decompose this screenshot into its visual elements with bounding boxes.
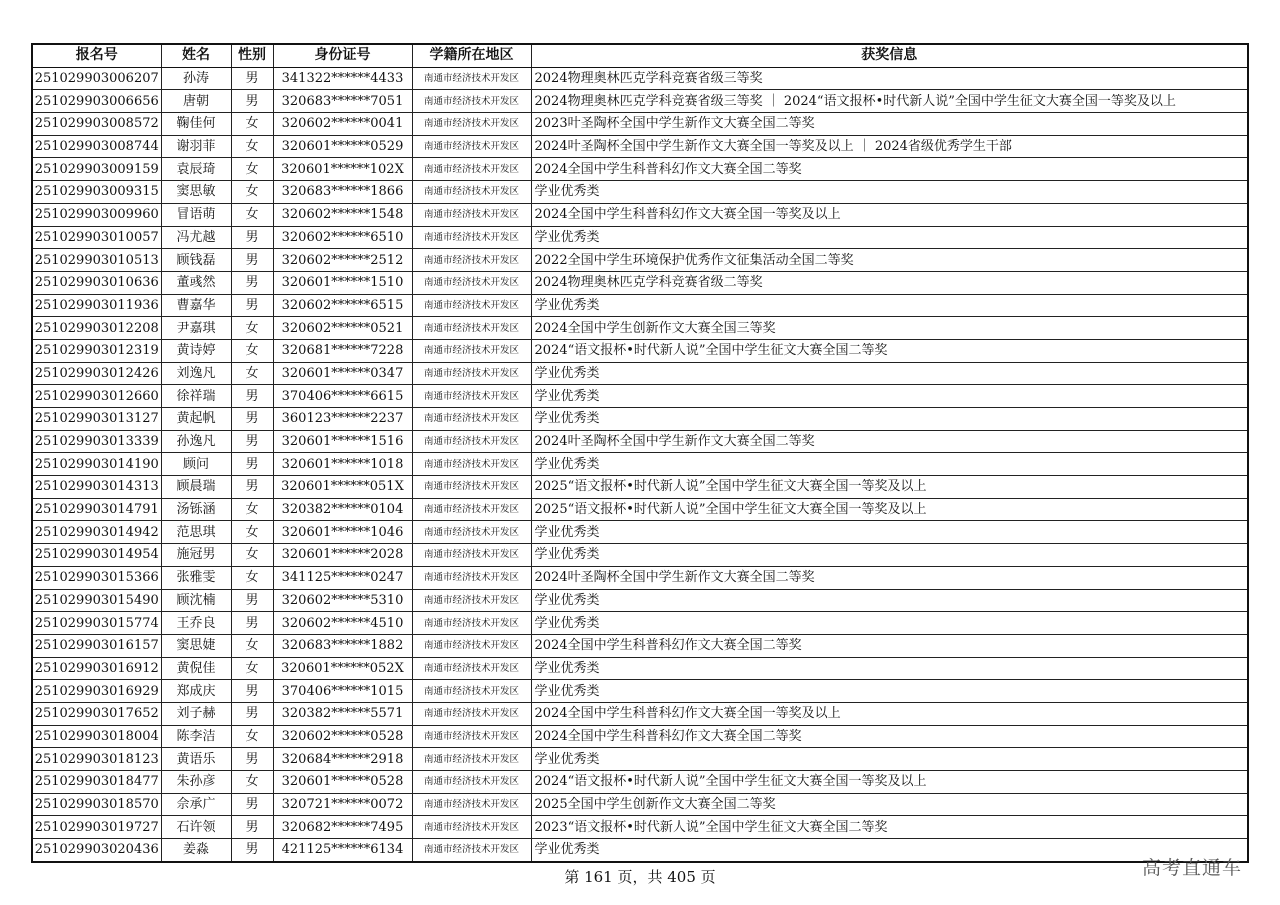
registration-number-cell: 251029903010513 [32, 249, 161, 272]
gender-cell: 女 [231, 657, 273, 680]
registration-number-cell: 251029903012208 [32, 317, 161, 340]
id-number-cell: 320601******052X [273, 657, 412, 680]
name-cell: 朱孙彦 [161, 771, 231, 794]
gender-cell: 女 [231, 113, 273, 136]
gender-cell: 女 [231, 725, 273, 748]
name-cell: 谢羽菲 [161, 135, 231, 158]
id-number-cell: 320683******1866 [273, 181, 412, 204]
name-cell: 黄语乐 [161, 748, 231, 771]
school-region-cell: 南通市经济技术开发区 [412, 362, 531, 385]
gender-cell: 男 [231, 702, 273, 725]
award-info-cell: 学业优秀类 [531, 408, 1248, 431]
award-info-cell: 学业优秀类 [531, 385, 1248, 408]
school-region-cell: 南通市经济技术开发区 [412, 135, 531, 158]
id-number-cell: 320601******102X [273, 158, 412, 181]
gender-cell: 男 [231, 67, 273, 90]
name-cell: 徐祥瑞 [161, 385, 231, 408]
school-region-cell: 南通市经济技术开发区 [412, 158, 531, 181]
name-cell: 顾问 [161, 453, 231, 476]
registration-number-cell: 251029903011936 [32, 294, 161, 317]
gender-cell: 女 [231, 634, 273, 657]
school-region-cell: 南通市经济技术开发区 [412, 771, 531, 794]
award-info-cell: 2024物理奥林匹克学科竞赛省级三等奖 ｜ 2024“语文报杯•时代新人说”全国中学生征文大赛全国一等奖及以上 [531, 90, 1248, 113]
table-row [32, 453, 1248, 476]
name-cell: 陈李洁 [161, 725, 231, 748]
school-region-cell: 南通市经济技术开发区 [412, 249, 531, 272]
table-row [32, 408, 1248, 431]
id-number-cell: 341125******0247 [273, 566, 412, 589]
table-row [32, 294, 1248, 317]
award-info-cell: 2024叶圣陶杯全国中学生新作文大赛全国二等奖 [531, 566, 1248, 589]
registration-number-cell: 251029903014190 [32, 453, 161, 476]
gender-cell: 男 [231, 589, 273, 612]
gender-cell: 男 [231, 249, 273, 272]
name-cell: 孙逸凡 [161, 430, 231, 453]
id-number-cell: 320382******0104 [273, 498, 412, 521]
award-info-cell: 学业优秀类 [531, 680, 1248, 703]
name-cell: 顾晨瑞 [161, 476, 231, 499]
award-info-cell: 学业优秀类 [531, 589, 1248, 612]
table-row [32, 589, 1248, 612]
school-region-cell: 南通市经济技术开发区 [412, 203, 531, 226]
id-number-cell: 320601******0528 [273, 771, 412, 794]
table-row [32, 181, 1248, 204]
id-number-cell: 320684******2918 [273, 748, 412, 771]
award-info-cell: 学业优秀类 [531, 362, 1248, 385]
school-region-cell: 南通市经济技术开发区 [412, 226, 531, 249]
header-registration-number: 报名号 [32, 44, 161, 67]
school-region-cell: 南通市经济技术开发区 [412, 67, 531, 90]
id-number-cell: 320601******1516 [273, 430, 412, 453]
gender-cell: 男 [231, 748, 273, 771]
table-header-row [32, 44, 1248, 67]
registration-number-cell: 251029903015366 [32, 566, 161, 589]
school-region-cell: 南通市经济技术开发区 [412, 476, 531, 499]
award-info-cell: 学业优秀类 [531, 181, 1248, 204]
registration-number-cell: 251029903012426 [32, 362, 161, 385]
school-region-cell: 南通市经济技术开发区 [412, 566, 531, 589]
school-region-cell: 南通市经济技术开发区 [412, 634, 531, 657]
name-cell: 黄起帆 [161, 408, 231, 431]
gender-cell: 女 [231, 135, 273, 158]
registration-number-cell: 251029903010057 [32, 226, 161, 249]
registration-number-cell: 251029903012660 [32, 385, 161, 408]
gender-cell: 女 [231, 339, 273, 362]
id-number-cell: 370406******6615 [273, 385, 412, 408]
gender-cell: 女 [231, 362, 273, 385]
school-region-cell: 南通市经济技术开发区 [412, 181, 531, 204]
registration-number-cell: 251029903014313 [32, 476, 161, 499]
name-cell: 顾钱磊 [161, 249, 231, 272]
gender-cell: 男 [231, 226, 273, 249]
id-number-cell: 320602******0521 [273, 317, 412, 340]
table-row [32, 566, 1248, 589]
registration-number-cell: 251029903016929 [32, 680, 161, 703]
gender-cell: 女 [231, 203, 273, 226]
name-cell: 刘子赫 [161, 702, 231, 725]
table-row [32, 793, 1248, 816]
registration-number-cell: 251029903010636 [32, 271, 161, 294]
name-cell: 冯尤越 [161, 226, 231, 249]
school-region-cell: 南通市经济技术开发区 [412, 113, 531, 136]
school-region-cell: 南通市经济技术开发区 [412, 317, 531, 340]
watermark: 高考直通车 [1142, 857, 1243, 879]
table-row [32, 634, 1248, 657]
id-number-cell: 320602******5310 [273, 589, 412, 612]
table-row [32, 725, 1248, 748]
table-row [32, 339, 1248, 362]
school-region-cell: 南通市经济技术开发区 [412, 271, 531, 294]
table-row [32, 67, 1248, 90]
award-info-cell: 2025全国中学生创新作文大赛全国二等奖 [531, 793, 1248, 816]
school-region-cell: 南通市经济技术开发区 [412, 793, 531, 816]
gender-cell: 男 [231, 453, 273, 476]
header-award-info: 获奖信息 [531, 44, 1248, 67]
registration-number-cell: 251029903013339 [32, 430, 161, 453]
school-region-cell: 南通市经济技术开发区 [412, 702, 531, 725]
registration-number-cell: 251029903006207 [32, 67, 161, 90]
school-region-cell: 南通市经济技术开发区 [412, 680, 531, 703]
name-cell: 董彧然 [161, 271, 231, 294]
name-cell: 范思琪 [161, 521, 231, 544]
table-row [32, 113, 1248, 136]
registration-number-cell: 251029903012319 [32, 339, 161, 362]
name-cell: 石许领 [161, 816, 231, 839]
award-info-cell: 2024全国中学生科普科幻作文大赛全国一等奖及以上 [531, 203, 1248, 226]
school-region-cell: 南通市经济技术开发区 [412, 408, 531, 431]
award-info-cell: 2024全国中学生创新作文大赛全国三等奖 [531, 317, 1248, 340]
id-number-cell: 320601******0529 [273, 135, 412, 158]
name-cell: 鞠佳何 [161, 113, 231, 136]
school-region-cell: 南通市经济技术开发区 [412, 612, 531, 635]
gender-cell: 女 [231, 158, 273, 181]
registration-number-cell: 251029903020436 [32, 839, 161, 862]
school-region-cell: 南通市经济技术开发区 [412, 453, 531, 476]
school-region-cell: 南通市经济技术开发区 [412, 589, 531, 612]
table-row [32, 317, 1248, 340]
gender-cell: 男 [231, 612, 273, 635]
registration-number-cell: 251029903009315 [32, 181, 161, 204]
id-number-cell: 320601******051X [273, 476, 412, 499]
school-region-cell: 南通市经济技术开发区 [412, 385, 531, 408]
table-row [32, 657, 1248, 680]
id-number-cell: 320601******0347 [273, 362, 412, 385]
registration-number-cell: 251029903014942 [32, 521, 161, 544]
award-info-cell: 2024全国中学生科普科幻作文大赛全国二等奖 [531, 725, 1248, 748]
id-number-cell: 320602******0041 [273, 113, 412, 136]
id-number-cell: 320601******1510 [273, 271, 412, 294]
name-cell: 唐朝 [161, 90, 231, 113]
name-cell: 尹嘉琪 [161, 317, 231, 340]
table-row [32, 702, 1248, 725]
award-info-cell: 学业优秀类 [531, 657, 1248, 680]
name-cell: 刘逸凡 [161, 362, 231, 385]
registration-number-cell: 251029903015490 [32, 589, 161, 612]
school-region-cell: 南通市经济技术开发区 [412, 90, 531, 113]
award-info-cell: 2024叶圣陶杯全国中学生新作文大赛全国一等奖及以上 ｜ 2024省级优秀学生干部 [531, 135, 1248, 158]
table-row [32, 203, 1248, 226]
name-cell: 黄倪佳 [161, 657, 231, 680]
name-cell: 王乔良 [161, 612, 231, 635]
id-number-cell: 320721******0072 [273, 793, 412, 816]
header-school-region: 学籍所在地区 [412, 44, 531, 67]
table-row [32, 385, 1248, 408]
table-row [32, 362, 1248, 385]
registration-number-cell: 251029903008572 [32, 113, 161, 136]
id-number-cell: 320602******6515 [273, 294, 412, 317]
award-info-cell: 2024全国中学生科普科幻作文大赛全国二等奖 [531, 158, 1248, 181]
name-cell: 汤铄涵 [161, 498, 231, 521]
award-info-cell: 2024全国中学生科普科幻作文大赛全国二等奖 [531, 634, 1248, 657]
table-row [32, 544, 1248, 567]
id-number-cell: 320601******1018 [273, 453, 412, 476]
table-row [32, 158, 1248, 181]
school-region-cell: 南通市经济技术开发区 [412, 839, 531, 862]
table-row [32, 771, 1248, 794]
award-info-cell: 2024物理奥林匹克学科竞赛省级三等奖 [531, 67, 1248, 90]
table-row [32, 135, 1248, 158]
registration-number-cell: 251029903009960 [32, 203, 161, 226]
gender-cell: 男 [231, 385, 273, 408]
award-info-cell: 学业优秀类 [531, 839, 1248, 862]
id-number-cell: 320602******2512 [273, 249, 412, 272]
header-id-number: 身份证号 [273, 44, 412, 67]
table-row [32, 226, 1248, 249]
school-region-cell: 南通市经济技术开发区 [412, 748, 531, 771]
registration-number-cell: 251029903018570 [32, 793, 161, 816]
school-region-cell: 南通市经济技术开发区 [412, 294, 531, 317]
registration-number-cell: 251029903017652 [32, 702, 161, 725]
award-info-cell: 学业优秀类 [531, 521, 1248, 544]
school-region-cell: 南通市经济技术开发区 [412, 339, 531, 362]
school-region-cell: 南通市经济技术开发区 [412, 544, 531, 567]
gender-cell: 女 [231, 566, 273, 589]
school-region-cell: 南通市经济技术开发区 [412, 657, 531, 680]
award-info-cell: 2023“语文报杯•时代新人说”全国中学生征文大赛全国二等奖 [531, 816, 1248, 839]
award-info-cell: 2025“语文报杯•时代新人说”全国中学生征文大赛全国一等奖及以上 [531, 476, 1248, 499]
name-cell: 施冠男 [161, 544, 231, 567]
name-cell: 孙涛 [161, 67, 231, 90]
table-row [32, 612, 1248, 635]
gender-cell: 男 [231, 839, 273, 862]
id-number-cell: 370406******1015 [273, 680, 412, 703]
name-cell: 顾沈楠 [161, 589, 231, 612]
award-info-cell: 2024全国中学生科普科幻作文大赛全国一等奖及以上 [531, 702, 1248, 725]
gender-cell: 女 [231, 521, 273, 544]
name-cell: 窦思婕 [161, 634, 231, 657]
id-number-cell: 360123******2237 [273, 408, 412, 431]
gender-cell: 女 [231, 317, 273, 340]
award-info-cell: 学业优秀类 [531, 226, 1248, 249]
gender-cell: 男 [231, 408, 273, 431]
school-region-cell: 南通市经济技术开发区 [412, 816, 531, 839]
registration-number-cell: 251029903006656 [32, 90, 161, 113]
table-row [32, 521, 1248, 544]
name-cell: 姜淼 [161, 839, 231, 862]
gender-cell: 男 [231, 793, 273, 816]
page-number: 第 161 页，共 405 页 [564, 868, 716, 886]
registration-number-cell: 251029903008744 [32, 135, 161, 158]
school-region-cell: 南通市经济技术开发区 [412, 430, 531, 453]
results-table [31, 43, 1249, 863]
table-row [32, 680, 1248, 703]
id-number-cell: 320601******1046 [273, 521, 412, 544]
id-number-cell: 320602******0528 [273, 725, 412, 748]
name-cell: 窦思敏 [161, 181, 231, 204]
name-cell: 曹嘉华 [161, 294, 231, 317]
school-region-cell: 南通市经济技术开发区 [412, 498, 531, 521]
registration-number-cell: 251029903014954 [32, 544, 161, 567]
award-info-cell: 学业优秀类 [531, 612, 1248, 635]
school-region-cell: 南通市经济技术开发区 [412, 725, 531, 748]
id-number-cell: 341322******4433 [273, 67, 412, 90]
name-cell: 郑成庆 [161, 680, 231, 703]
id-number-cell: 320681******7228 [273, 339, 412, 362]
gender-cell: 男 [231, 294, 273, 317]
award-info-cell: 2024“语文报杯•时代新人说”全国中学生征文大赛全国一等奖及以上 [531, 771, 1248, 794]
registration-number-cell: 251029903018004 [32, 725, 161, 748]
registration-number-cell: 251029903014791 [32, 498, 161, 521]
table-row [32, 748, 1248, 771]
id-number-cell: 320602******1548 [273, 203, 412, 226]
registration-number-cell: 251029903018123 [32, 748, 161, 771]
gender-cell: 男 [231, 680, 273, 703]
table-row [32, 90, 1248, 113]
gender-cell: 男 [231, 430, 273, 453]
gender-cell: 女 [231, 181, 273, 204]
award-info-cell: 学业优秀类 [531, 294, 1248, 317]
school-region-cell: 南通市经济技术开发区 [412, 521, 531, 544]
award-info-cell: 2025“语文报杯•时代新人说”全国中学生征文大赛全国一等奖及以上 [531, 498, 1248, 521]
registration-number-cell: 251029903013127 [32, 408, 161, 431]
table-row [32, 476, 1248, 499]
name-cell: 冒语萌 [161, 203, 231, 226]
id-number-cell: 320683******7051 [273, 90, 412, 113]
table-row [32, 839, 1248, 862]
award-info-cell: 学业优秀类 [531, 453, 1248, 476]
gender-cell: 女 [231, 771, 273, 794]
gender-cell: 男 [231, 476, 273, 499]
award-info-cell: 2023叶圣陶杯全国中学生新作文大赛全国二等奖 [531, 113, 1248, 136]
award-info-cell: 学业优秀类 [531, 544, 1248, 567]
name-cell: 黄诗婷 [161, 339, 231, 362]
header-gender: 性别 [231, 44, 273, 67]
registration-number-cell: 251029903018477 [32, 771, 161, 794]
id-number-cell: 320601******2028 [273, 544, 412, 567]
registration-number-cell: 251029903015774 [32, 612, 161, 635]
id-number-cell: 320602******6510 [273, 226, 412, 249]
id-number-cell: 421125******6134 [273, 839, 412, 862]
name-cell: 佘承广 [161, 793, 231, 816]
gender-cell: 女 [231, 544, 273, 567]
award-info-cell: 2024“语文报杯•时代新人说”全国中学生征文大赛全国二等奖 [531, 339, 1248, 362]
id-number-cell: 320382******5571 [273, 702, 412, 725]
award-info-cell: 2024物理奥林匹克学科竞赛省级二等奖 [531, 271, 1248, 294]
name-cell: 袁辰琦 [161, 158, 231, 181]
registration-number-cell: 251029903009159 [32, 158, 161, 181]
registration-number-cell: 251029903016157 [32, 634, 161, 657]
gender-cell: 女 [231, 498, 273, 521]
header-name: 姓名 [161, 44, 231, 67]
table-row [32, 249, 1248, 272]
id-number-cell: 320683******1882 [273, 634, 412, 657]
id-number-cell: 320602******4510 [273, 612, 412, 635]
registration-number-cell: 251029903016912 [32, 657, 161, 680]
registration-number-cell: 251029903019727 [32, 816, 161, 839]
award-info-cell: 2022全国中学生环境保护优秀作文征集活动全国二等奖 [531, 249, 1248, 272]
award-info-cell: 学业优秀类 [531, 748, 1248, 771]
gender-cell: 男 [231, 90, 273, 113]
table-row [32, 271, 1248, 294]
id-number-cell: 320682******7495 [273, 816, 412, 839]
table-row [32, 498, 1248, 521]
table-row [32, 816, 1248, 839]
award-info-cell: 2024叶圣陶杯全国中学生新作文大赛全国二等奖 [531, 430, 1248, 453]
gender-cell: 男 [231, 816, 273, 839]
name-cell: 张雅雯 [161, 566, 231, 589]
table-row [32, 430, 1248, 453]
gender-cell: 男 [231, 271, 273, 294]
